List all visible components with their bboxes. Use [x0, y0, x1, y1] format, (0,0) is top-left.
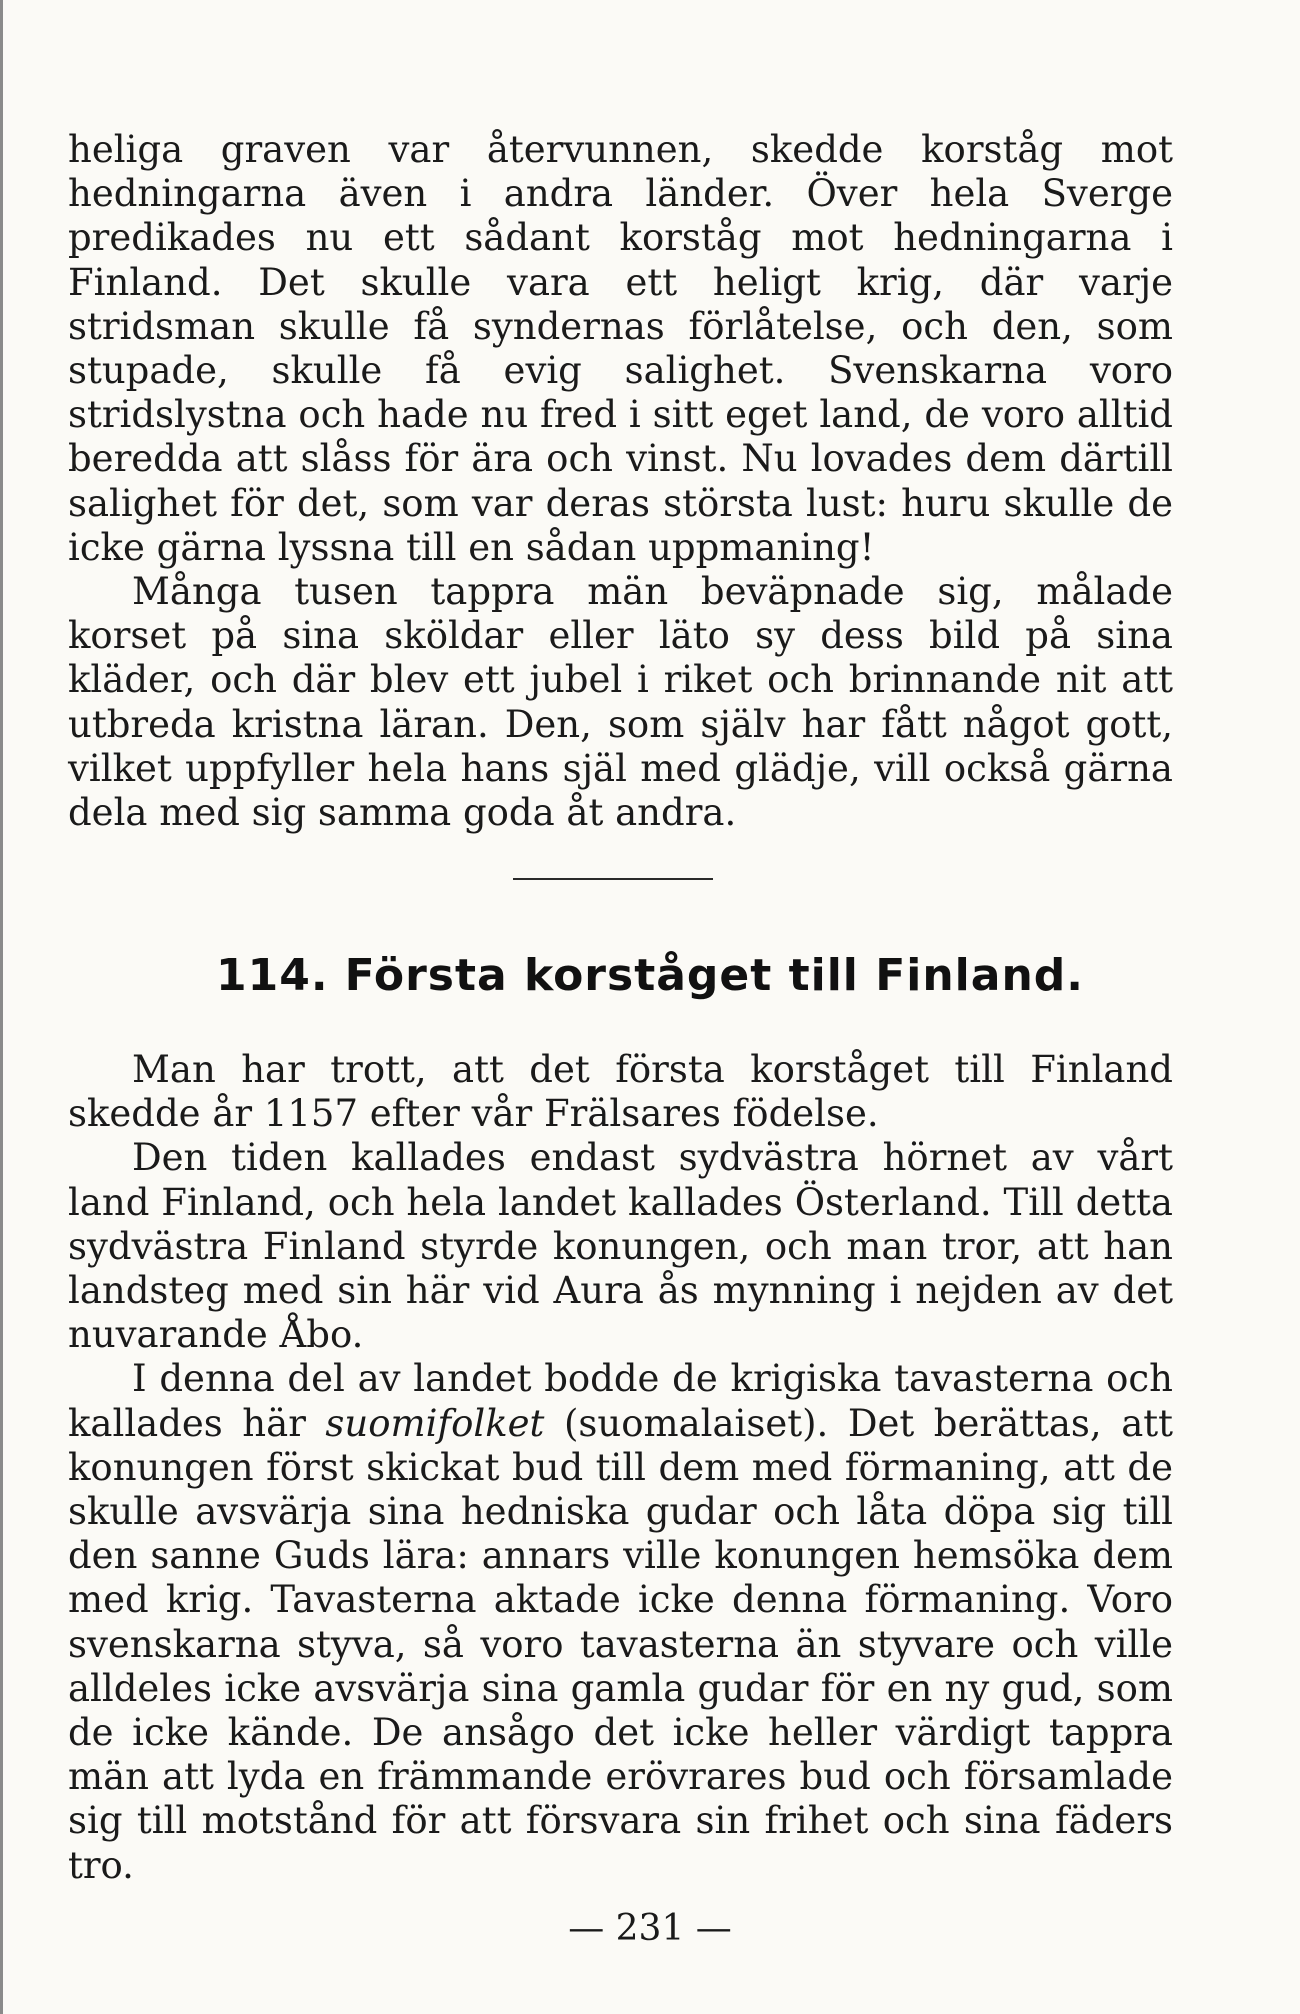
paragraph: heliga graven var återvunnen, skedde korståg mot hedningarna även i andra länder. Över hela Sverge predikades nu ett sådant korståg mot hedningarna i Finland. Det skulle vara ett heligt krig, där varje stridsman skulle få syndernas förlåtelse, och den, som stupade, skulle få evig salighet. Svenskarna voro stridslystna och hade nu fred i sitt eget land, de voro alltid beredda att slåss för ära och vinst. Nu lovades dem därtill salighet för det, som var deras största lust: huru skulle de icke gärna lyssna till en sådan uppmaning!	[68, 128, 1173, 569]
chapter-heading	[0, 950, 1300, 1001]
top-text-block	[68, 128, 1173, 835]
chapter-number: 114.	[216, 950, 329, 1001]
page-edge	[0, 0, 3, 2014]
section-divider	[513, 878, 713, 880]
paragraph-text: (suomalaiset). Det berättas, att konungen först skickat bud till dem med förmaning, att de skulle avsvärja sina hedniska gudar och låta döpa sig till den sanne Guds lära: annars ville konungen hemsöka dem med krig. Tavasterna aktade icke denna förmaning. Voro svenskarna styva, så voro tavasterna än styvare och ville alldeles icke avsvärja sina gamla gudar för en ny gud, som de icke kände. De ansågo det icke heller värdigt tappra män att lyda en främmande erövrares bud och församlade sig till motstånd för att försvara sin frihet och sina fäders tro.	[68, 1401, 1174, 1887]
paragraph: Den tiden kallades endast sydvästra hörnet av vårt land Finland, och hela landet kallades Österland. Till detta sydvästra Finland styrde konungen, och man tror, att han landsteg med sin här vid Aura ås mynning i nejden av det nuvarande Åbo.	[68, 1136, 1173, 1357]
page-number: — 231 —	[568, 1908, 732, 1949]
chapter-body	[68, 1048, 1173, 1888]
chapter-title: Första korståget till Finland.	[344, 950, 1084, 1001]
italic-term: suomifolket	[325, 1401, 545, 1445]
paragraph-text: I denna del av landet bodde de krigiska tavasterna och kallades här	[68, 1357, 1173, 1445]
paragraph	[68, 1357, 1173, 1887]
paragraph: Man har trott, att det första korståget till Finland skedde år 1157 efter vår Frälsares födelse.	[68, 1048, 1173, 1136]
paragraph: Många tusen tappra män beväpnade sig, målade korset på sina sköldar eller läto sy dess bild på sina kläder, och där blev ett jubel i riket och brinnande nit att utbreda kristna läran. Den, som själv har fått något gott, vilket uppfyller hela hans själ med glädje, vill också gärna dela med sig samma goda åt andra.	[68, 570, 1173, 835]
